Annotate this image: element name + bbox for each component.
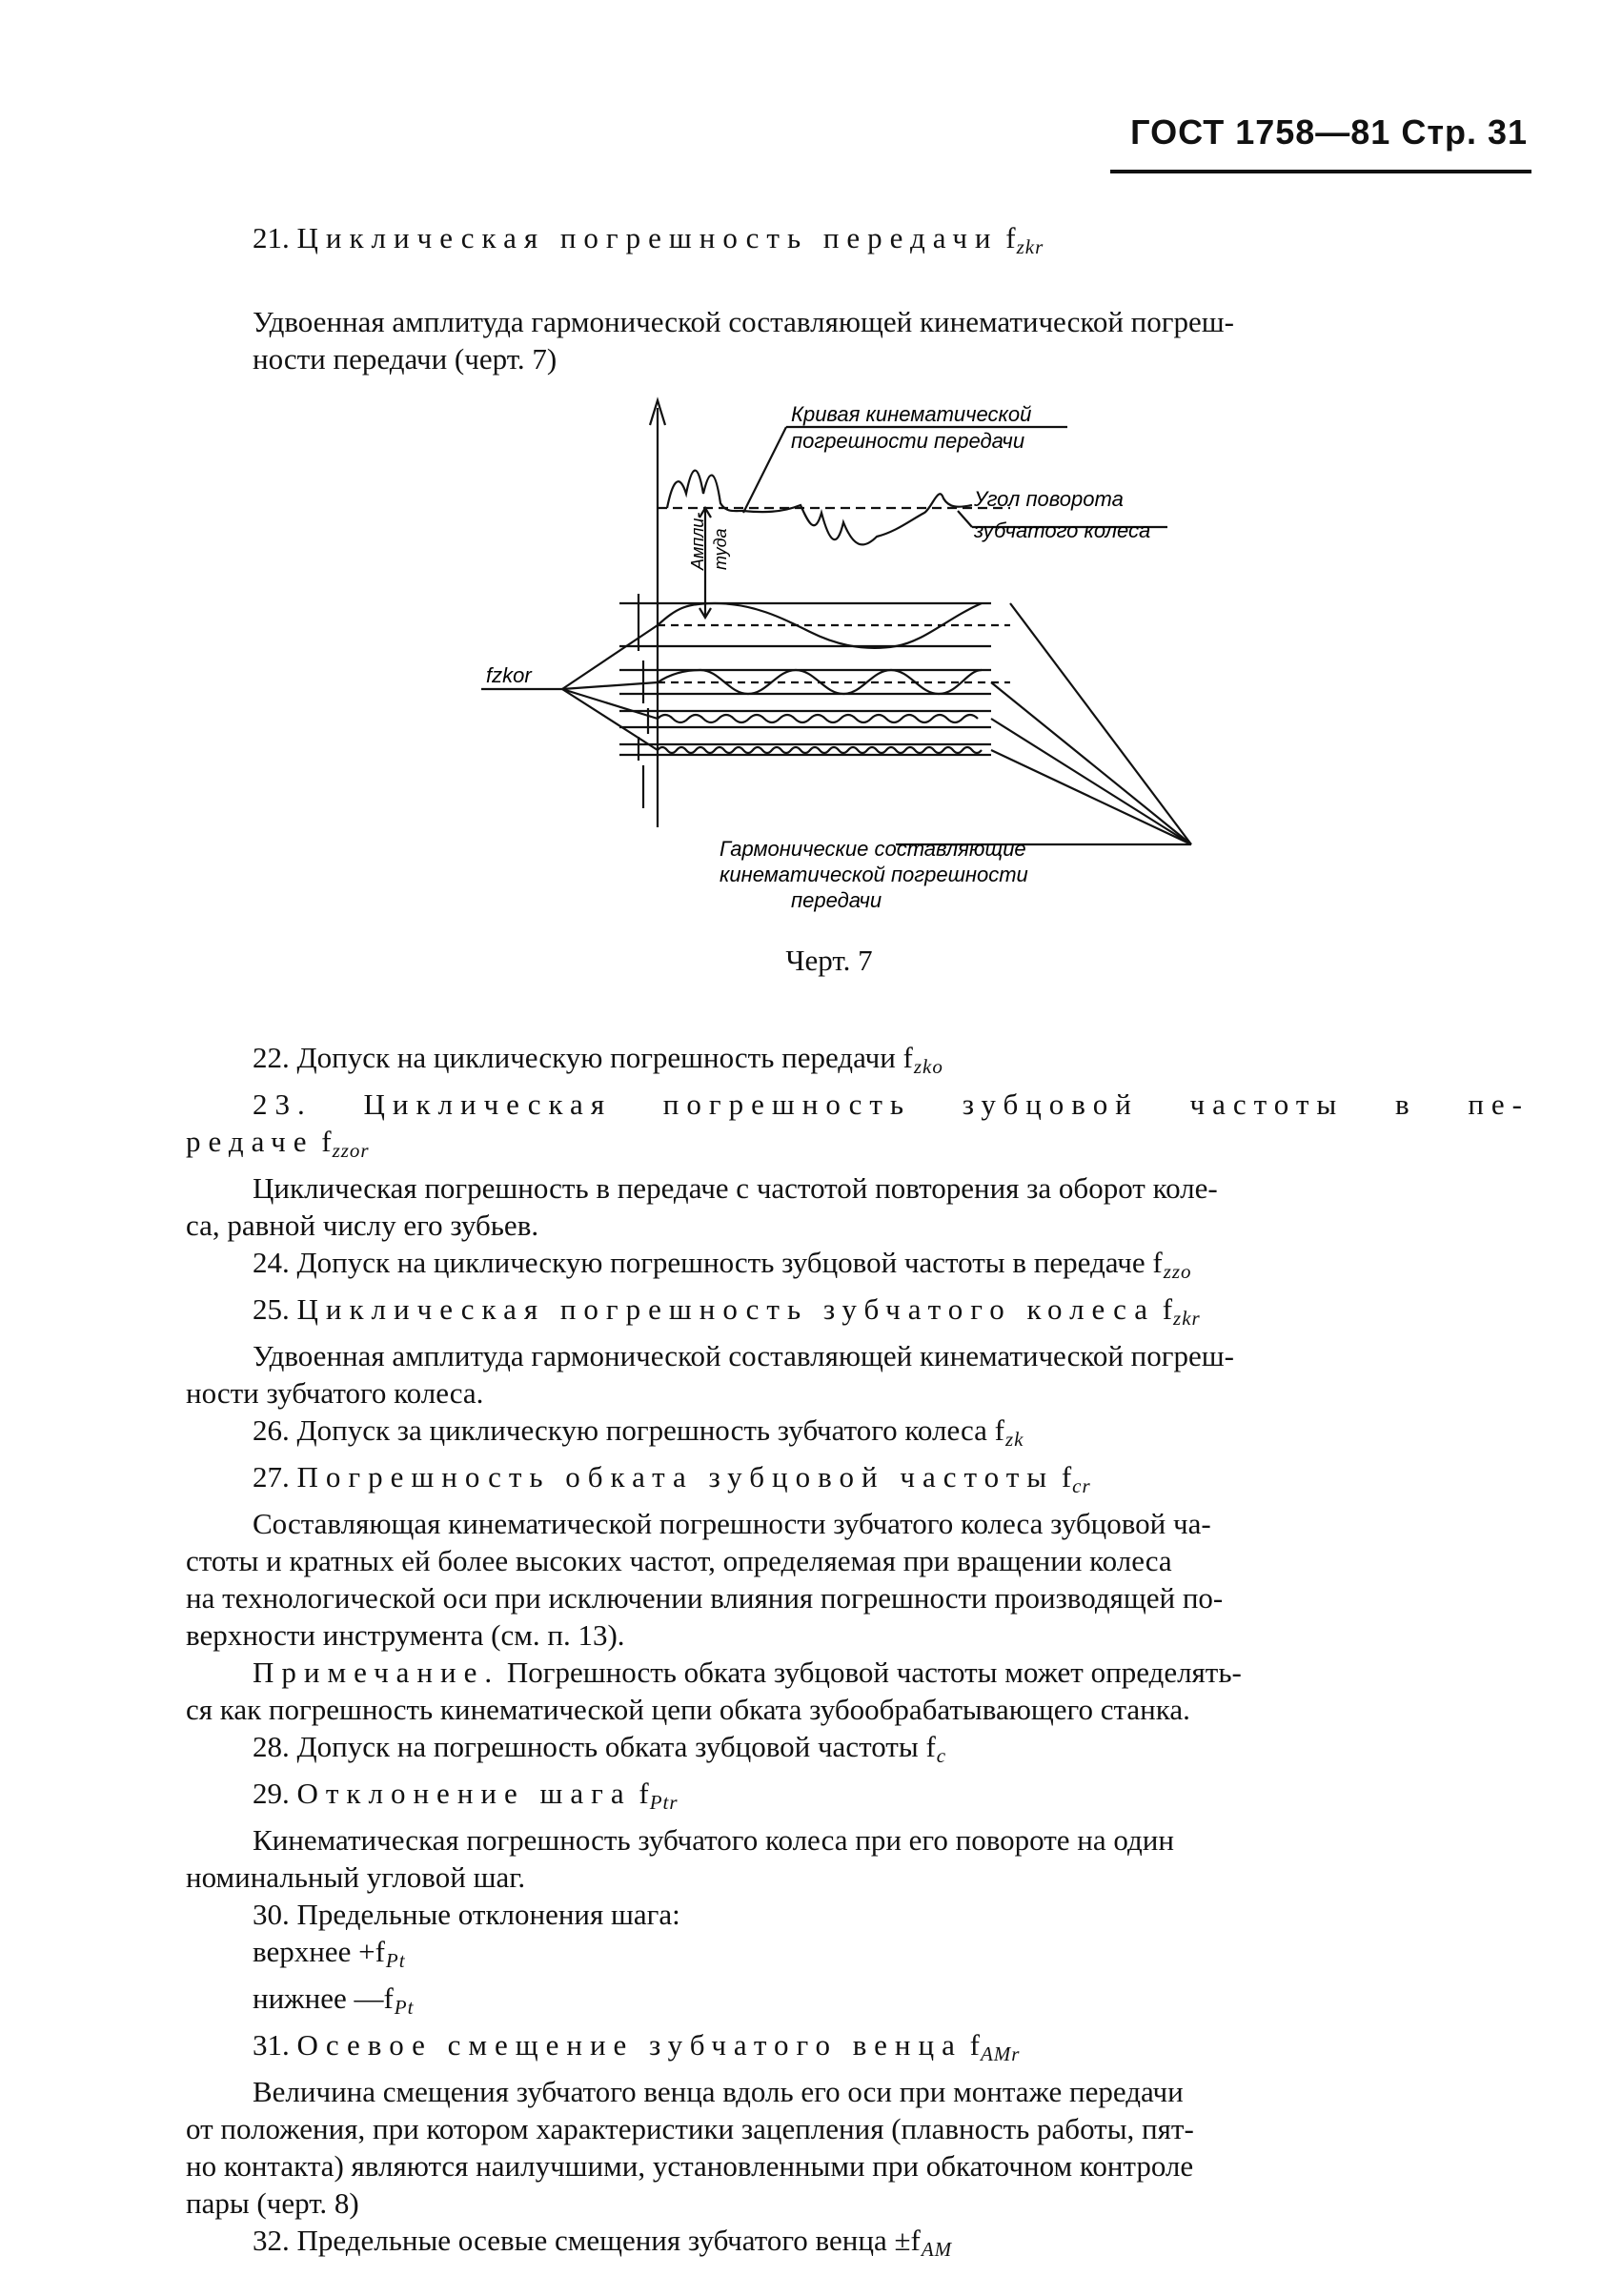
item-32: 32. Предельные осевые смещения зубчатого венца $\pm f_{AM}$ — [253, 2224, 953, 2261]
label-curve-line2: погрешности передачи — [791, 429, 1025, 453]
item-21-title: 21. Циклическая погрешность передачи $f_{zkr}$ — [253, 221, 1044, 258]
item-30-upper: верхнее $+f_{Pt}$ — [253, 1935, 406, 1972]
note-27 — [186, 1654, 1530, 1728]
sections-22-32 — [186, 1039, 1530, 2268]
item-23-title-line2: редаче $f_{zzor}$ — [186, 1125, 370, 1162]
item-21-description: Удвоенная амплитуда гармонической составляющей кинематической погреш- ности передачи (черт. 7) — [253, 305, 1234, 376]
item-23-title-line1: 23. Циклическая погрешность зубцовой частоты в пе- — [253, 1087, 1531, 1121]
item-26: 26. Допуск за циклическую погрешность зубчатого колеса $f_{zk}$ — [253, 1413, 1024, 1451]
item-27: 27. Погрешность обката зубцовой частоты $f_{cr}$ — [253, 1460, 1091, 1497]
label-ampl-line1: Ампли- — [688, 512, 707, 570]
item-30: 30. Предельные отклонения шага: — [253, 1898, 680, 1931]
label-harmonics-line1: Гармонические составляющие — [720, 837, 1026, 861]
header-rule — [1110, 170, 1531, 173]
item-23-description: Циклическая погрешность в передаче с частотой повторения за оборот коле- са, равной числу его зубьев. — [186, 1171, 1218, 1242]
label-harmonics-line3: передачи — [791, 888, 882, 912]
figure-caption: Черт. 7 — [785, 944, 873, 977]
item-30-lower: нижнее $—f_{Pt}$ — [253, 1981, 415, 2019]
figure-7 — [476, 379, 1220, 932]
label-ampl-line2: туда — [711, 528, 730, 570]
item-24: 24. Допуск на циклическую погрешность зубцовой частоты в передаче $f_{zzo}$ — [253, 1246, 1192, 1283]
label-curve-line1: Кривая кинематической — [791, 402, 1032, 426]
harmonic-4-curve — [658, 747, 982, 753]
item-29-description: Кинематическая погрешность зубчатого колеса при его повороте на один номинальный угловой шаг. — [186, 1823, 1174, 1894]
harmonic-3-curve — [658, 715, 978, 722]
label-angle-line2: зубчатого колеса — [974, 518, 1151, 542]
item-22: 22. Допуск на циклическую погрешность передачи $f_{zko}$ — [253, 1041, 943, 1078]
item-29: 29. Отклонение шага $f_{Ptr}$ — [253, 1777, 679, 1814]
item-25-description: Удвоенная амплитуда гармонической составляющей кинематической погреш- ности зубчатого колеса. — [186, 1339, 1234, 1410]
item-31-description: Величина смещения зубчатого венца вдоль его оси при монтаже передачи от положения, при котором характеристики зацепления (плавность работы, пят- но контакта) являются наилучшими, установленными при обкаточном контроле пары (черт. 8) — [186, 2075, 1194, 2220]
label-harmonics-line2: кинематической погрешности — [720, 863, 1028, 886]
item-28: 28. Допуск на погрешность обката зубцовой частоты $f_c$ — [253, 1730, 947, 1767]
note-label: Примечание. — [253, 1656, 500, 1689]
item-31: 31. Осевое смещение зубчатого венца $f_{AMr}$ — [253, 2028, 1021, 2065]
label-angle-line1: Угол поворота — [974, 487, 1124, 511]
page-header: ГОСТ 1758—81 Стр. 31 — [1130, 112, 1528, 152]
harmonic-2-curve — [658, 670, 982, 694]
item-27-description: Составляющая кинематической погрешности зубчатого колеса зубцовой ча- стоты и кратных ей более высоких частот, определяемая при вращении колеса на технологической оси при исключении влияния погрешности производящей по- верхности инструмента (см. п. 13). — [186, 1507, 1224, 1652]
item-25: 25. Циклическая погрешность зубчатого колеса $f_{zkr}$ — [253, 1292, 1201, 1330]
label-fzkor: fzkor — [486, 663, 532, 687]
note-text: Погрешность обката зубцовой частоты может определять- ся как погрешность кинематической цепи обката зубообрабатывающего станка. — [186, 1656, 1242, 1726]
